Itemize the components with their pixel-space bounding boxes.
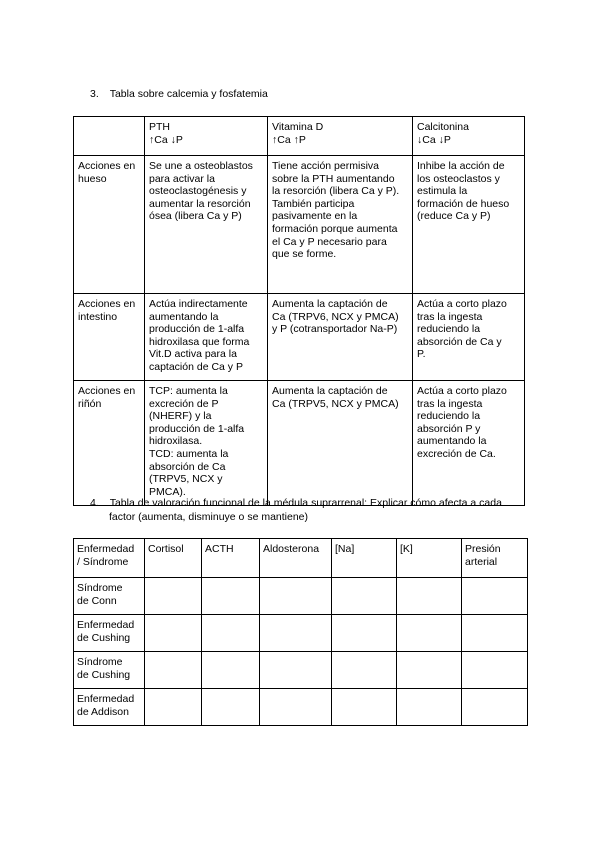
empty-answer-cell <box>260 578 332 615</box>
vitamina-d-cell-line: Aumenta la captación de <box>272 385 388 397</box>
section-4-number: 4. <box>90 497 99 509</box>
adrenal-header-cell-line: arterial <box>465 555 498 568</box>
calcitonina-cell-line: estimula la <box>417 185 468 198</box>
disease-label <box>74 615 145 652</box>
disease-label-line: de Cushing <box>77 668 131 681</box>
vitamina-d-cell-line: formación porque aumenta <box>272 222 398 235</box>
adrenal-header-cell-line: [Na] <box>335 543 355 555</box>
calcitonina-cell-line: aumentando la <box>417 435 487 448</box>
row-label-line: Acciones en <box>78 385 136 397</box>
calcitonina-cell-line: Inhibe la acción de <box>417 160 505 172</box>
vitamina-d-cell-line: Ca (TRPV6, NCX y PMCA) <box>272 310 399 323</box>
empty-answer-cell <box>145 689 202 726</box>
empty-answer-cell <box>202 578 260 615</box>
vitamina-d-cell-line: la resorción (libera Ca y P). <box>272 185 400 198</box>
header-calcitonina-line: Calcitonina <box>417 121 469 133</box>
disease-label-line: de Addison <box>77 705 129 718</box>
header-calcitonina <box>413 117 525 156</box>
pth-cell-line: (TRPV5, NCX y <box>149 473 223 486</box>
vitamina-d-cell-line: el Ca y P necesario para <box>272 235 387 248</box>
empty-answer-cell <box>397 578 462 615</box>
section-3-number: 3. <box>90 88 99 100</box>
adrenal-header-cell <box>202 539 260 578</box>
pth-cell <box>145 294 268 381</box>
vitamina-d-cell <box>268 381 413 506</box>
empty-answer-cell <box>260 615 332 652</box>
calcitonina-cell-line: excreción de Ca. <box>417 447 496 460</box>
row-label-line: hueso <box>78 172 107 185</box>
pth-cell-line: aumentando la <box>149 310 219 323</box>
calcitonina-cell <box>413 381 525 506</box>
section-4-heading <box>90 496 502 510</box>
empty-answer-cell <box>145 615 202 652</box>
row-label <box>74 294 145 381</box>
calcitonina-cell-line: reduciendo la <box>417 410 481 423</box>
disease-label <box>74 578 145 615</box>
pth-cell-line: hidroxilasa. <box>149 435 203 448</box>
empty-answer-cell <box>397 652 462 689</box>
adrenal-header-cell <box>462 539 528 578</box>
calcitonina-cell-line: Actúa a corto plazo <box>417 298 507 310</box>
adrenal-header-cell-line: / Síndrome <box>77 555 129 568</box>
empty-answer-cell <box>260 689 332 726</box>
calcitonina-cell-line: formación de hueso <box>417 197 510 210</box>
disease-label-line: Enfermedad <box>77 693 135 705</box>
pth-cell <box>145 381 268 506</box>
adrenal-header-cell <box>397 539 462 578</box>
pth-cell-line: producción de 1-alfa <box>149 422 245 435</box>
adrenal-header-cell-line: Enfermedad <box>77 543 135 555</box>
row-label-line: Acciones en <box>78 160 136 172</box>
header-vitamina-d-line: Vitamina D <box>272 121 324 133</box>
pth-cell-line: hidroxilasa que forma <box>149 335 250 348</box>
calcitonina-cell-line: tras la ingesta <box>417 397 483 410</box>
disease-label-line: de Conn <box>77 594 117 607</box>
section-4-title-line1: Tabla de valoración funcional de la médula suprarrenal: Explicar cómo afecta a cada <box>109 497 502 509</box>
empty-answer-cell <box>145 578 202 615</box>
empty-answer-cell <box>397 689 462 726</box>
pth-cell-line: excreción de P <box>149 397 219 410</box>
disease-label-line: de Cushing <box>77 631 131 644</box>
section-3-heading <box>90 87 268 101</box>
header-pth <box>145 117 268 156</box>
pth-cell-line: osteoclastogénesis y <box>149 185 247 198</box>
adrenal-header-cell-line: Presión <box>465 543 501 555</box>
corner-cell <box>74 117 145 156</box>
calcemia-row <box>74 294 525 381</box>
calcitonina-cell <box>413 156 525 294</box>
empty-answer-cell <box>332 689 397 726</box>
vitamina-d-cell <box>268 156 413 294</box>
pth-cell-line: Actúa indirectamente <box>149 298 248 310</box>
disease-label <box>74 689 145 726</box>
vitamina-d-cell-line: que se forme. <box>272 248 337 261</box>
adrenal-table <box>73 538 528 726</box>
pth-cell-line: (NHERF) y la <box>149 410 212 423</box>
calcitonina-cell-line: los osteoclastos y <box>417 172 500 185</box>
vitamina-d-cell-line: y P (cotransportador Na-P) <box>272 323 398 336</box>
header-calcitonina-line: ↓Ca ↓P <box>417 133 451 146</box>
empty-answer-cell <box>332 578 397 615</box>
empty-answer-cell <box>332 652 397 689</box>
empty-answer-cell <box>202 615 260 652</box>
disease-label-line: Síndrome <box>77 582 123 594</box>
vitamina-d-cell-line: pasivamente en la <box>272 210 358 223</box>
calcemia-row <box>74 381 525 506</box>
pth-cell-line: TCP: aumenta la <box>149 385 228 397</box>
adrenal-header-cell-line: Cortisol <box>148 543 184 555</box>
vitamina-d-cell-line: Aumenta la captación de <box>272 298 388 310</box>
adrenal-header-cell <box>260 539 332 578</box>
calcitonina-cell-line: absorción de Ca y <box>417 335 502 348</box>
pth-cell-line: para activar la <box>149 172 215 185</box>
pth-cell <box>145 156 268 294</box>
row-label-line: intestino <box>78 310 118 323</box>
row-label <box>74 381 145 506</box>
pth-cell-line: TCD: aumenta la <box>149 447 229 460</box>
header-pth-line: ↑Ca ↓P <box>149 133 183 146</box>
calcemia-header-row <box>74 117 525 156</box>
empty-answer-cell <box>202 689 260 726</box>
adrenal-table-body <box>74 539 528 726</box>
adrenal-header-cell-line: ACTH <box>205 543 234 555</box>
vitamina-d-cell-line: Ca (TRPV5, NCX y PMCA) <box>272 397 399 410</box>
header-pth-line: PTH <box>149 121 170 133</box>
empty-answer-cell <box>397 615 462 652</box>
calcitonina-cell-line: (reduce Ca y P) <box>417 210 491 223</box>
row-label <box>74 156 145 294</box>
empty-answer-cell <box>260 652 332 689</box>
disease-label-line: Enfermedad <box>77 619 135 631</box>
pth-cell-line: captación de Ca y P <box>149 360 243 373</box>
adrenal-header-row <box>74 539 528 578</box>
pth-cell-line: PMCA). <box>149 485 186 498</box>
calcitonina-cell <box>413 294 525 381</box>
calcitonina-cell-line: tras la ingesta <box>417 310 483 323</box>
calcemia-table-body <box>74 117 525 506</box>
empty-answer-cell <box>462 615 528 652</box>
adrenal-row <box>74 578 528 615</box>
empty-answer-cell <box>332 615 397 652</box>
vitamina-d-cell-line: También participa <box>272 197 355 210</box>
adrenal-header-cell <box>332 539 397 578</box>
header-vitamina-d <box>268 117 413 156</box>
adrenal-header-cell <box>145 539 202 578</box>
adrenal-row <box>74 652 528 689</box>
calcitonina-cell-line: absorción P y <box>417 422 481 435</box>
pth-cell-line: producción de 1-alfa <box>149 323 245 336</box>
pth-cell-line: ósea (libera Ca y P) <box>149 210 242 223</box>
vitamina-d-cell <box>268 294 413 381</box>
adrenal-row <box>74 615 528 652</box>
header-vitamina-d-line: ↑Ca ↑P <box>272 133 306 146</box>
adrenal-header-cell-line: Aldosterona <box>263 543 320 555</box>
adrenal-header-cell-line: [K] <box>400 543 413 555</box>
calcemia-table <box>73 116 525 506</box>
calcitonina-cell-line: Actúa a corto plazo <box>417 385 507 397</box>
disease-label-line: Síndrome <box>77 656 123 668</box>
section-3-title: Tabla sobre calcemia y fosfatemia <box>109 88 268 100</box>
pth-cell-line: Se une a osteoblastos <box>149 160 253 172</box>
empty-answer-cell <box>202 652 260 689</box>
vitamina-d-cell-line: Tiene acción permisiva <box>272 160 379 172</box>
calcitonina-cell-line: reduciendo la <box>417 323 481 336</box>
pth-cell-line: Vit.D activa para la <box>149 348 237 361</box>
empty-answer-cell <box>462 652 528 689</box>
section-4-title-line2: factor (aumenta, disminuye o se mantiene) <box>109 511 309 523</box>
row-label-line: riñón <box>78 397 102 410</box>
pth-cell-line: absorción de Ca <box>149 460 226 473</box>
empty-answer-cell <box>145 652 202 689</box>
disease-label <box>74 652 145 689</box>
pth-cell-line: aumentar la resorción <box>149 197 251 210</box>
adrenal-row <box>74 689 528 726</box>
calcitonina-cell-line: P. <box>417 348 426 361</box>
empty-answer-cell <box>462 689 528 726</box>
vitamina-d-cell-line: sobre la PTH aumentando <box>272 172 395 185</box>
row-label-line: Acciones en <box>78 298 136 310</box>
calcemia-row <box>74 156 525 294</box>
adrenal-header-cell <box>74 539 145 578</box>
empty-answer-cell <box>462 578 528 615</box>
